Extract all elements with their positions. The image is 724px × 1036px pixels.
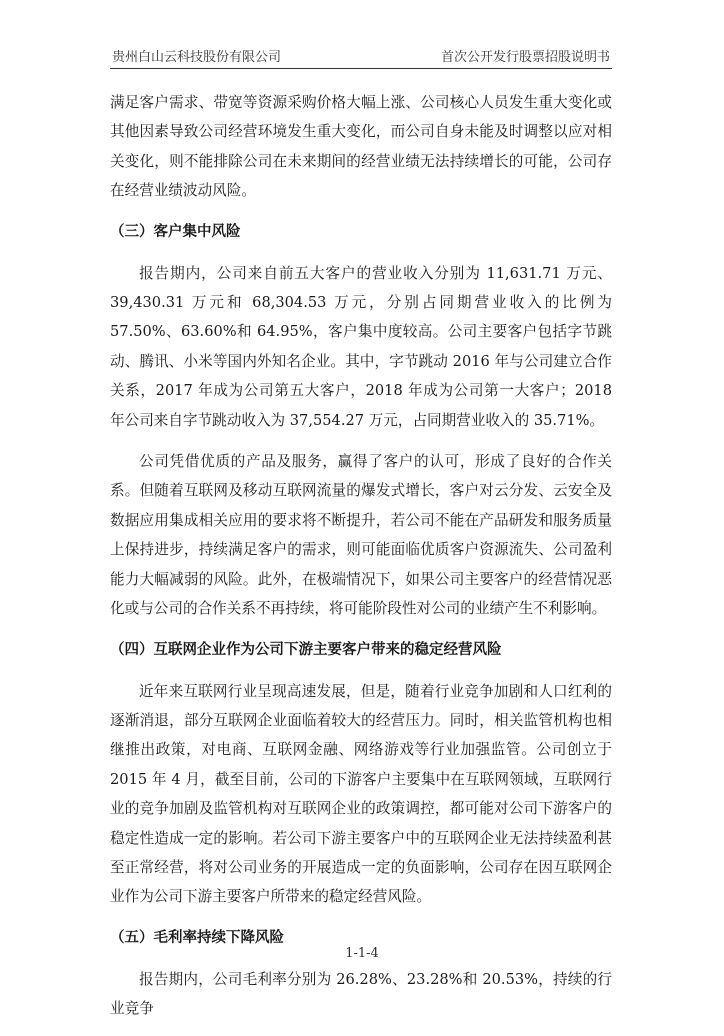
paragraph-top-customers: 报告期内，公司来自前五大客户的营业收入分别为 11,631.71 万元、39,430.31 万元和 68,304.53 万元，分别占同期营业收入的比例为 57.50%、63.60%和 64.95%，客户集中度较高。公司主要客户包括字节跳动、腾讯、小米等国内外知名企业。其中，字节跳动 2016 年与公司建立合作关系，2017 年成为公司第五大客户，2018 年成为公司第一大客户；2018 年公司来自字节跳动收入为 37,554.27 万元，占同期营业收入的 35.71%。 <box>110 264 612 429</box>
paragraph-business-volatility: 满足客户需求、带宽等资源采购价格大幅上涨、公司核心人员发生重大变化或其他因素导致公司经营环境发生重大变化，而公司自身未能及时调整以应对相关变化，则不能排除公司在未来期间的经营业绩无法持续增长的可能，公司存在经营业绩波动风险。 <box>110 94 612 200</box>
page-number: 1-1-4 <box>345 946 379 961</box>
section-heading-customer-concentration: （三）客户集中风险 <box>110 223 241 240</box>
paragraph-customer-relationship: 公司凭借优质的产品及服务，赢得了客户的认可，形成了良好的合作关系。但随着互联网及移动互联网流量的爆发式增长，客户对云分发、云安全及数据应用集成相关应用的要求将不断提升，若公司不能在产品研发和服务质量上保持进步，持续满足客户的需求，则可能面临优质客户资源流失、公司盈利能力大幅减弱的风险。此外，在极端情况下，如果公司主要客户的经营情况恶化或与公司的合作关系不再持续，将可能阶段性对公司的业绩产生不利影响。 <box>110 453 612 618</box>
page-header <box>110 46 612 69</box>
paragraph-gross-margin: 报告期内，公司毛利率分别为 26.28%、23.28%和 20.53%，持续的行业竞争 <box>110 970 612 1018</box>
header-document-title: 首次公开发行股票招股说明书 <box>440 50 610 65</box>
section-heading-gross-margin: （五）毛利率持续下降风险 <box>110 929 284 946</box>
header-company-name: 贵州白山云科技股份有限公司 <box>112 50 282 65</box>
document-body <box>110 88 612 1036</box>
paragraph-internet-industry: 近年来互联网行业呈现高速发展，但是，随着行业竞争加剧和人口红利的逐渐消退，部分互联网企业面临着较大的经营压力。同时，相关监管机构也相继推出政策，对电商、互联网金融、网络游戏等行业加强监管。公司创立于 2015 年 4 月，截至目前，公司的下游客户主要集中在互联网领域，互联网行业的竞争加剧及监管机构对互联网企业的政策调控，都可能对公司下游客户的稳定性造成一定的影响。若公司下游主要客户中的互联网企业无法持续盈利甚至正常经营，将对公司业务的开展造成一定的负面影响，公司存在因互联网企业作为公司下游主要客户所带来的稳定经营风险。 <box>110 682 612 906</box>
section-heading-internet-customers: （四）互联网企业作为公司下游主要客户带来的稳定经营风险 <box>110 641 502 658</box>
